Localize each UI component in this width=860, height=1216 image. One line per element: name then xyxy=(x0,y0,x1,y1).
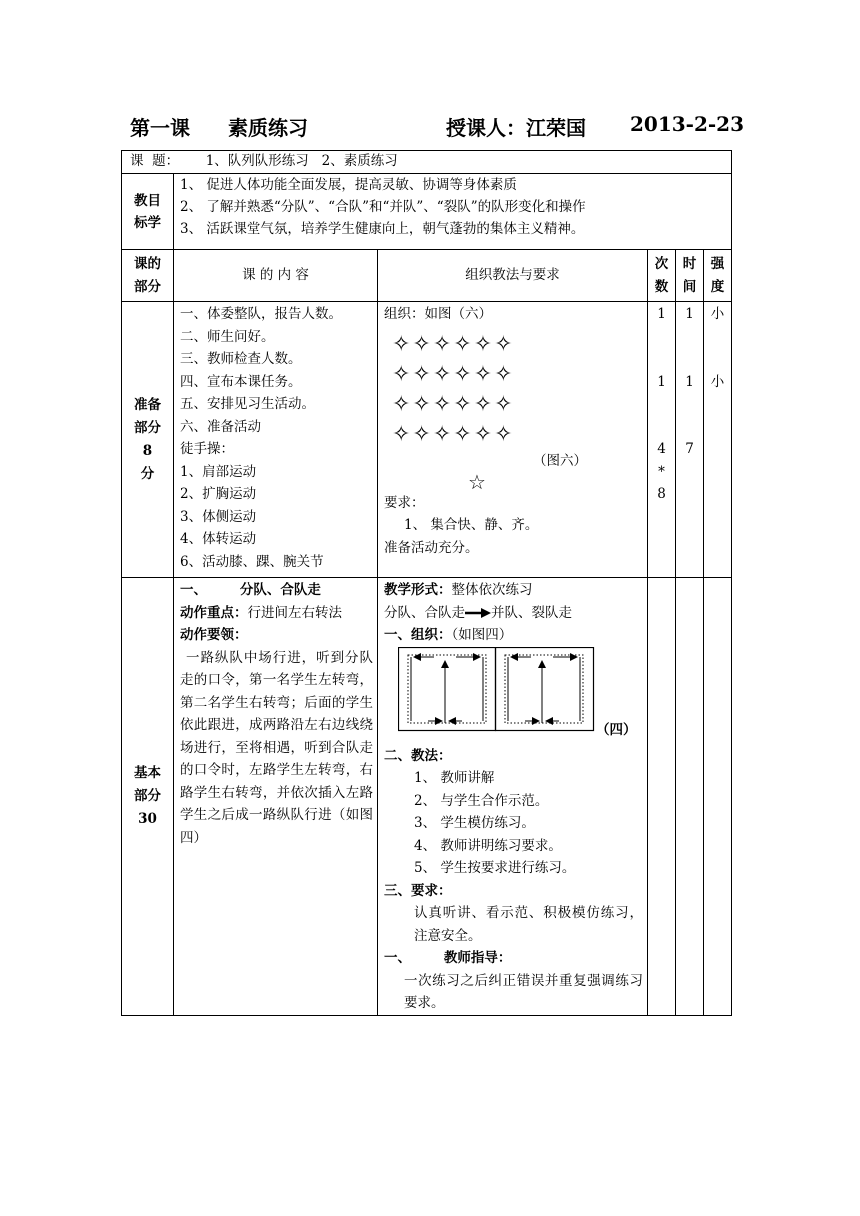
page-title xyxy=(130,112,745,144)
subject-content: 1、队列队形练习 2、素质练习 xyxy=(205,153,398,169)
lesson-date: 2013-2-23 xyxy=(630,112,745,136)
prep-intensity: 小 小 xyxy=(704,302,732,578)
goal-item: 2、 了解并熟悉“分队”、“合队”和“并队”、“裂队”的队形变化和操作 xyxy=(180,199,586,215)
prep-content-line: 五、安排见习生活动。 xyxy=(180,396,315,412)
form-value: 整体依次练习 xyxy=(451,582,533,598)
action-description: 一路纵队中场行进，听到分队走的口令，第一名学生左转弯，第二名学生右转弯；后面的学生依此跟进，成两路沿左右边线绕场进行，至将相遇，听到合队走的口令时，左路学生左转弯，右路学生右转弯，并依次插入左路学生之后成一路纵队行进（如图四） xyxy=(180,649,373,846)
flow-from: 分队、合队走 xyxy=(384,604,465,621)
prep-content-line: 4、体转运动 xyxy=(180,531,257,547)
basic-method xyxy=(378,578,648,1016)
basic-heading: 一、 分队、合队走 xyxy=(180,582,321,598)
figure-caption: （图六） xyxy=(533,452,587,469)
prep-duration: 1 1 7 xyxy=(676,302,704,578)
prep-req-item: 1、 集合快、静、齐。 xyxy=(404,517,539,533)
prep-req-title: 要求： xyxy=(384,494,425,511)
prep-content-line: 四、宣布本课任务。 xyxy=(180,373,302,390)
basic-times xyxy=(648,578,676,1016)
prep-content xyxy=(174,302,378,578)
basic-intensity xyxy=(704,578,732,1016)
lesson-teacher: 授课人：江荣国 xyxy=(446,116,586,140)
key-value: 行进间左右转法 xyxy=(247,604,342,621)
column-header-row xyxy=(122,250,732,302)
requirement-label: 三、要求： xyxy=(384,882,452,899)
col-times: 次 数 xyxy=(648,250,676,302)
goal-item: 3、 活跃课堂气氛，培养学生健康向上，朝气蓬勃的集体主义精神。 xyxy=(180,221,585,237)
subject-label: 课 题： xyxy=(130,153,180,169)
lesson-plan-table xyxy=(121,150,732,1016)
prep-content-line: 6、活动膝、踝、腕关节 xyxy=(180,553,324,570)
prep-org: 组织：如图（六） xyxy=(384,306,492,322)
prep-content-line: 一、体委整队，报告人数。 xyxy=(180,306,342,322)
formation-figure-six xyxy=(384,326,647,494)
flow-to: 并队、裂队走 xyxy=(491,604,572,621)
subject-row xyxy=(122,151,732,174)
student-row: ✧✧✧✧✧✧ xyxy=(392,391,515,417)
prep-content-line: 三、教师检查人数。 xyxy=(180,351,302,367)
prep-content-line: 2、扩胸运动 xyxy=(180,486,257,502)
goal-item: 1、 促进人体功能全面发展，提高灵敏、协调等身体素质 xyxy=(180,177,517,193)
guidance-label: 一、 教师指导： xyxy=(384,950,512,966)
col-content: 课 的 内 容 xyxy=(174,250,378,302)
basic-content xyxy=(174,578,378,1016)
form-label: 教学形式： xyxy=(384,582,452,598)
prep-content-line: 3、体侧运动 xyxy=(180,508,257,525)
method-item: 4、 教师讲明练习要求。 xyxy=(414,837,562,854)
requirement-text: 认真听讲、看示范、积极模仿练习，注意安全。 xyxy=(414,905,643,944)
basic-label: 基本 部分 30 xyxy=(122,578,174,1016)
student-row: ✧✧✧✧✧✧ xyxy=(392,361,515,387)
method-item: 3、 学生模仿练习。 xyxy=(414,815,535,831)
prep-content-line: 1、肩部运动 xyxy=(180,463,257,480)
method-item: 2、 与学生合作示范。 xyxy=(414,792,549,809)
col-part: 课的 部分 xyxy=(122,250,174,302)
prep-content-line: 二、师生问好。 xyxy=(180,328,275,345)
col-duration: 时 间 xyxy=(676,250,704,302)
student-row: ✧✧✧✧✧✧ xyxy=(392,421,515,447)
essentials-label: 动作要领： xyxy=(180,627,248,643)
student-row: ✧✧✧✧✧✧ xyxy=(392,331,515,357)
teacher-star-icon: ☆ xyxy=(468,469,486,494)
method-label: 二、教法： xyxy=(384,747,452,764)
method-item: 1、 教师讲解 xyxy=(414,770,495,786)
prep-times: 1 1 4 * 8 xyxy=(648,302,676,578)
guidance-text: 一次练习之后纠正错误并重复强调练习要求。 xyxy=(404,972,643,1011)
prep-method xyxy=(378,302,648,578)
arrow-right-icon xyxy=(465,608,491,618)
method-item: 5、 学生按要求进行练习。 xyxy=(414,860,576,876)
prep-row xyxy=(122,302,732,578)
col-method: 组织教法与要求 xyxy=(378,250,648,302)
lesson-number: 第一课 xyxy=(130,116,190,140)
lesson-topic: 素质练习 xyxy=(228,116,308,140)
prep-content-line: 六、准备活动 xyxy=(180,418,261,435)
key-label: 动作重点： xyxy=(180,604,248,621)
col-intensity: 强 度 xyxy=(704,250,732,302)
org-value: （如图四） xyxy=(451,627,513,643)
org-label: 一、组织： xyxy=(384,627,452,643)
basic-duration xyxy=(676,578,704,1016)
prep-req-item: 准备活动充分。 xyxy=(384,539,479,556)
basic-row xyxy=(122,578,732,1016)
goals-label: 教目 标学 xyxy=(122,174,174,250)
prep-label: 准备 部分 8 分 xyxy=(122,302,174,578)
split-merge-diagram xyxy=(398,647,598,733)
prep-content-line: 徒手操： xyxy=(180,441,234,457)
goals-row xyxy=(122,174,732,250)
figure-four-caption: （四） xyxy=(596,721,637,738)
student-formation xyxy=(392,330,515,450)
formation-figure-four xyxy=(384,647,643,745)
